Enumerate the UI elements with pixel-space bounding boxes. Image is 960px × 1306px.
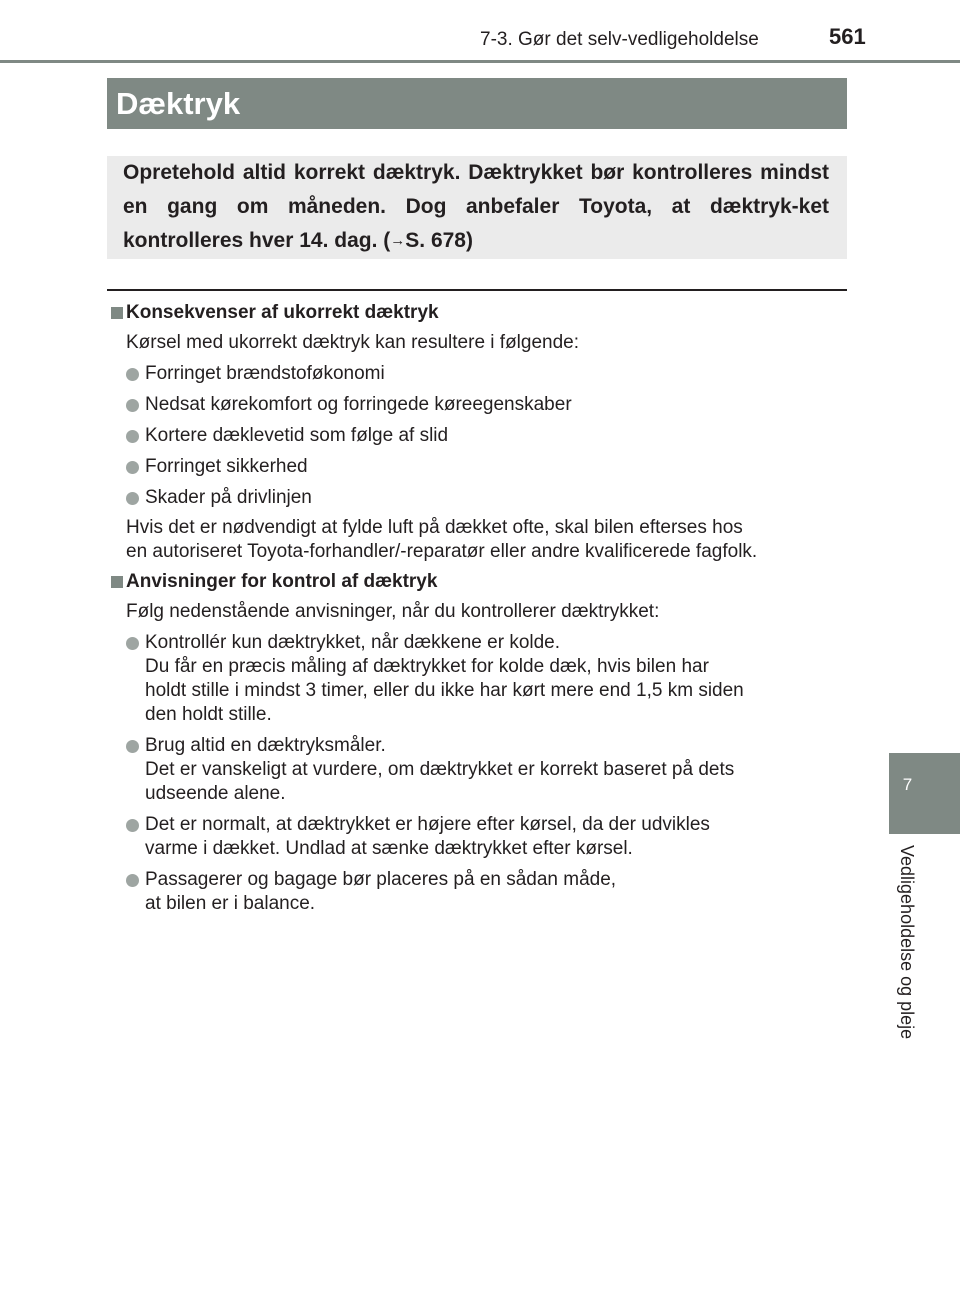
square-bullet-icon [111,576,123,588]
arrow-right-icon: → [390,232,406,249]
intro-box [107,156,847,259]
section-heading-text: Anvisninger for kontrol af dæktryk [126,571,438,592]
list-item [111,393,831,417]
page-reference-link[interactable]: S. 678) [405,229,473,252]
chapter-number: 7 [902,775,913,794]
list-item-line: holdt stille i mindst 3 timer, eller du ikke har kørt mere end 1,5 km siden [145,680,744,701]
circle-bullet-icon [126,492,139,505]
list-item-text: Forringet brændstoføkonomi [145,363,385,384]
section-heading-text: Konsekvenser af ukorrekt dæktryk [126,302,439,323]
title-bar [107,78,847,129]
intro-text [123,156,829,258]
list-item [111,734,831,806]
list-item [111,868,831,916]
circle-bullet-icon [126,430,139,443]
header-divider [0,60,960,63]
list-item-text: Kortere dæklevetid som følge af slid [145,425,449,446]
section-lead: Følg nedenstående anvisninger, når du kontrollerer dæktrykket: [126,601,660,622]
list-item-line: at bilen er i balance. [145,893,316,914]
list-item-line: Du får en præcis måling af dæktrykket for kolde dæk, hvis bilen har [145,656,709,677]
list-item-line: Brug altid en dæktryksmåler. [145,735,386,756]
section-note [111,516,831,564]
list-item [111,362,831,386]
circle-bullet-icon [126,637,139,650]
list-item [111,813,831,861]
list-item-line: udseende alene. [145,783,286,804]
circle-bullet-icon [126,461,139,474]
content [111,301,831,916]
section-consequences [111,301,831,564]
list-item [111,455,831,479]
section-lead: Kørsel med ukorrekt dæktryk kan resultere i følgende: [126,332,580,353]
circle-bullet-icon [126,819,139,832]
list-item-text: Nedsat kørekomfort og forringede køreegenskaber [145,394,572,415]
list-item [111,424,831,448]
list-item-line: Det er normalt, at dæktrykket er højere efter kørsel, da der udvikles [145,814,710,835]
list-item-text: Skader på drivlinjen [145,487,312,508]
note-line: Hvis det er nødvendigt at fylde luft på dækket ofte, skal bilen efterses hos [126,517,743,538]
intro-text-body: Opretehold altid korrekt dæktryk. Dæktrykket bør kontrolleres mindst en gang om måneden. Dog anbefaler Toyota, at dæktryk-ket kontrolleres hver 14. dag. ( [123,161,829,252]
section-heading [111,301,831,325]
chapter-label: Vedligeholdelse og pleje [897,845,917,1040]
list-item-text: Forringet sikkerhed [145,456,308,477]
circle-bullet-icon [126,368,139,381]
list-item-line: Kontrollér kun dæktrykket, når dækkene er kolde. [145,632,561,653]
circle-bullet-icon [126,874,139,887]
list-item-line: Passagerer og bagage bør placeres på en sådan måde, [145,869,617,890]
list-item-line: varme i dækket. Undlad at sænke dæktrykket efter kørsel. [145,838,633,859]
page-title: Dæktryk [116,86,241,121]
list-item-line: Det er vanskeligt at vurdere, om dæktrykket er korrekt baseret på dets [145,759,735,780]
page-number: 561 [829,24,866,49]
list-item-line: den holdt stille. [145,704,272,725]
chapter-tab[interactable] [889,753,960,834]
list-item [111,486,831,510]
list-item [111,631,831,727]
header-section-title: 7-3. Gør det selv-vedligeholdelse [480,29,759,50]
section-heading [111,570,831,594]
section-divider [107,289,847,291]
note-line: en autoriseret Toyota-forhandler/-reparatør eller andre kvalificerede fagfolk. [126,541,758,562]
section-instructions [111,570,831,916]
square-bullet-icon [111,307,123,319]
circle-bullet-icon [126,399,139,412]
circle-bullet-icon [126,740,139,753]
